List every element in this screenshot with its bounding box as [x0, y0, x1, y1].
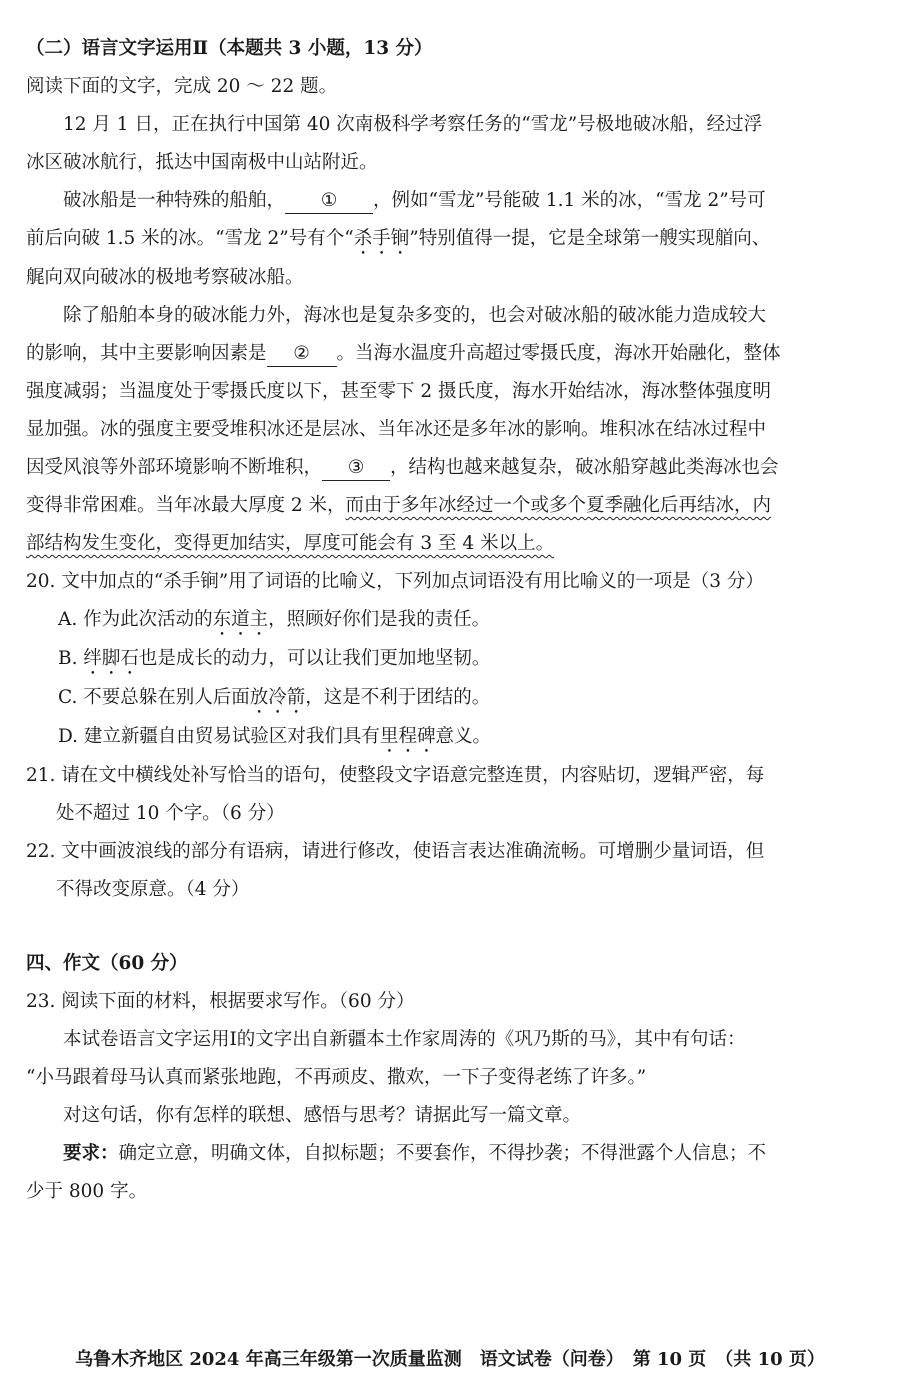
page-footer: 乌鲁木齐地区 2024 年高三年级第一次质量监测 语文试卷（问卷） 第 10 页 （共 10 页）	[75, 1349, 825, 1370]
option-text: ，这是不利于团结的。	[305, 687, 491, 708]
option-text: D. 建立新疆自由贸易试验区对我们具有	[58, 726, 380, 747]
stem-text: 20. 文中加点的“	[26, 571, 164, 592]
passage-line: 冰区破冰航行，抵达中国南极中山站附近。	[26, 152, 378, 173]
passage-text: ”特别值得一提，它是全球第一艘实现艏向、	[409, 228, 771, 249]
requirements-label: 要求：	[63, 1143, 119, 1164]
section-2-heading: （二）语言文字运用Ⅱ（本题共 3 小题，13 分）	[26, 38, 433, 59]
requirements-line	[26, 1135, 874, 1173]
option-text: ，照顾好你们是我的责任。	[268, 609, 491, 630]
question-stem-cont: 不得改变原意。（4 分）	[56, 879, 250, 900]
passage-text: 变得非常困难。当年冰最大厚度 2 米，	[26, 495, 346, 516]
section-gap	[26, 909, 874, 945]
passage-line	[26, 449, 874, 487]
question-20	[26, 563, 874, 757]
passage-line: 除了船舶本身的破冰能力外，海冰也是复杂多变的，也会对破冰船的破冰能力造成较大	[63, 305, 767, 326]
passage-line	[26, 335, 874, 373]
dotted-word: 放冷箭	[249, 687, 306, 708]
requirements-text: 确定立意，明确文体，自拟标题；不要套作，不得抄袭；不得泄露个人信息；不	[118, 1143, 767, 1164]
option-text: 意义。	[435, 726, 491, 747]
passage-text: ，例如“雪龙”号能破 1.1 米的冰，“雪龙 2”号可	[373, 190, 766, 211]
question-21	[26, 757, 874, 833]
section-4-heading: 四、作文（60 分）	[26, 953, 188, 974]
option-c	[26, 679, 874, 718]
passage-text: ，结构也越来越复杂，破冰船穿越此类海冰也会	[390, 457, 779, 478]
dotted-word: 东道主	[212, 609, 269, 630]
stem-text: ”用了词语的比喻义，下列加点词语没有用比喻义的一项是（3 分）	[218, 571, 764, 592]
passage-line	[26, 525, 874, 563]
question-23-stem: 23. 阅读下面的材料，根据要求写作。（60 分）	[26, 991, 415, 1012]
dotted-word: 杀手锏	[353, 228, 410, 249]
passage-line	[26, 182, 874, 220]
passage-text: 前后向破 1.5 米的冰。“雪龙 2”号有个“	[26, 228, 354, 249]
material-line: 对这句话，你有怎样的联想、感悟与思考？请据此写一篇文章。	[63, 1105, 582, 1126]
material-line: 本试卷语言文字运用Ⅰ的文字出自新疆本土作家周涛的《巩乃斯的马》，其中有句话：	[63, 1029, 746, 1050]
option-text: C. 不要总躲在别人后面	[58, 687, 250, 708]
option-text: 也是成长的动力，可以让我们更加地坚韧。	[138, 648, 491, 669]
option-d	[26, 718, 874, 757]
question-stem: 21. 请在文中横线处补写恰当的语句，使整段文字语意完整连贯，内容贴切，逻辑严密，每	[26, 765, 765, 786]
passage-text: 因受风浪等外部环境影响不断堆积，	[26, 457, 323, 478]
requirements-line: 少于 800 字。	[26, 1181, 148, 1202]
section-4	[26, 945, 874, 1211]
blank-3: ③	[322, 456, 390, 481]
section-2-instruction: 阅读下面的文字，完成 20 ～ 22 题。	[26, 76, 338, 97]
passage-line: 强度减弱；当温度处于零摄氏度以下，甚至零下 2 摄氏度，海水开始结冰，海冰整体强度明	[26, 381, 772, 402]
passage-line	[26, 220, 874, 259]
reading-passage	[26, 106, 874, 563]
exam-page	[26, 30, 874, 1211]
passage-text: 的影响，其中主要影响因素是	[26, 343, 267, 364]
option-text: B.	[58, 648, 84, 669]
dotted-word: 里程碑	[379, 726, 436, 747]
passage-line: 12 月 1 日，正在执行中国第 40 次南极科学考察任务的“雪龙”号极地破冰船，经过浮	[63, 114, 763, 135]
passage-line: 显加强。冰的强度主要受堆积冰还是层冰、当年冰还是多年冰的影响。堆积冰在结冰过程中	[26, 419, 767, 440]
wavy-underlined-text: 而由于多年冰经过一个或多个夏季融化后再结冰，内	[345, 495, 772, 516]
passage-line: 艉向双向破冰的极地考察破冰船。	[26, 267, 304, 288]
question-stem	[26, 563, 874, 601]
wavy-underlined-text: 部结构发生变化，变得更加结实，厚度可能会有 3 至 4 米以上。	[26, 533, 555, 554]
question-22	[26, 833, 874, 909]
stem-quoted-word: 杀手锏	[163, 571, 219, 592]
question-stem-cont: 处不超过 10 个字。（6 分）	[56, 803, 285, 824]
passage-line	[26, 487, 874, 525]
option-a	[26, 601, 874, 640]
option-b	[26, 640, 874, 679]
passage-text: 破冰船是一种特殊的船舶，	[63, 190, 286, 211]
passage-text: 。当海水温度升高超过零摄氏度，海冰开始融化，整体	[336, 343, 781, 364]
question-stem: 22. 文中画波浪线的部分有语病，请进行修改，使语言表达准确流畅。可增删少量词语，但	[26, 841, 765, 862]
option-text: A. 作为此次活动的	[58, 609, 213, 630]
material-line: “小马跟着母马认真而紧张地跑，不再顽皮、撒欢，一下子变得老练了许多。”	[26, 1067, 647, 1088]
dotted-word: 绊脚石	[83, 648, 139, 669]
blank-1: ①	[285, 189, 373, 214]
blank-2: ②	[267, 342, 337, 367]
